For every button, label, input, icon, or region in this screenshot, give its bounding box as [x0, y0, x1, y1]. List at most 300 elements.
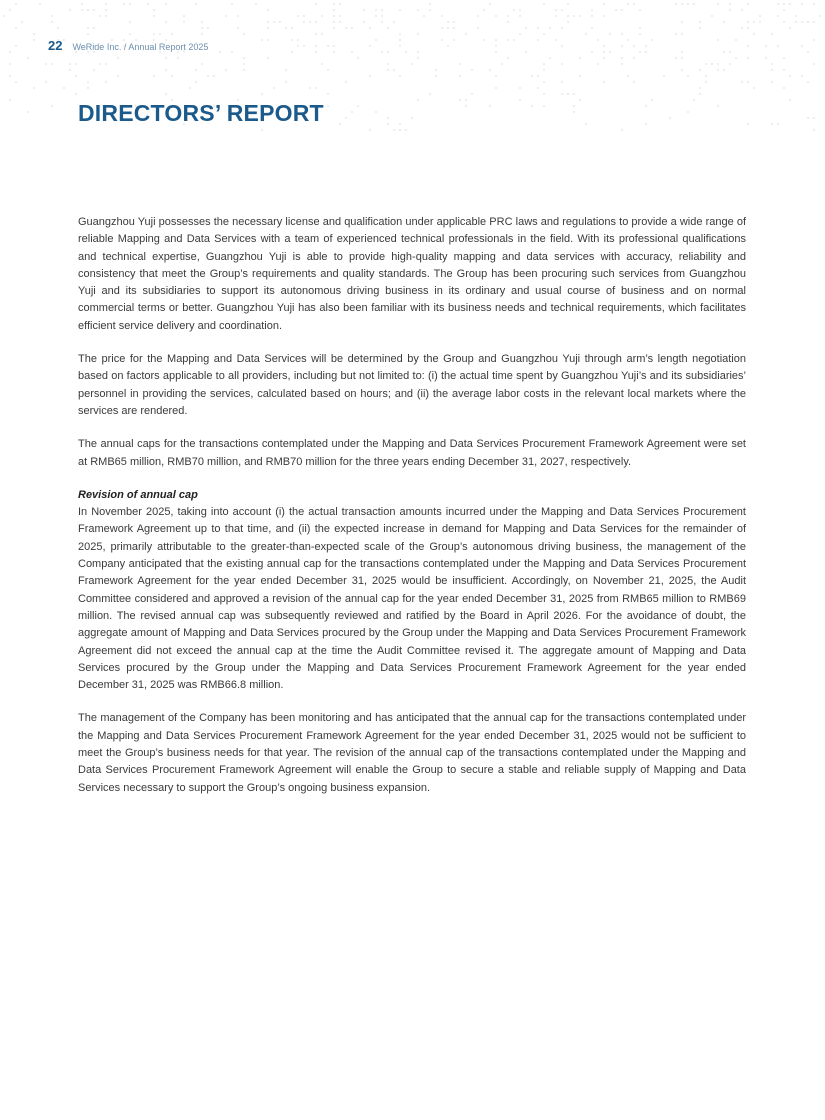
- pattern-dot: [291, 27, 293, 29]
- pattern-dot: [723, 21, 725, 23]
- pattern-dot: [789, 27, 791, 29]
- pattern-dot: [729, 3, 731, 5]
- pattern-dot: [543, 63, 545, 65]
- pattern-dot: [189, 87, 191, 89]
- report-body: [78, 214, 746, 813]
- pattern-dot: [495, 75, 497, 77]
- pattern-dot: [363, 9, 365, 11]
- pattern-dot: [681, 57, 683, 59]
- pattern-dot: [441, 27, 443, 29]
- pattern-dot: [9, 51, 11, 53]
- pattern-dot: [171, 75, 173, 77]
- pattern-dot: [105, 9, 107, 11]
- pattern-dot: [495, 39, 497, 41]
- pattern-dot: [327, 69, 329, 71]
- pattern-dot: [777, 45, 779, 47]
- pattern-dot: [813, 117, 815, 119]
- pattern-dot: [795, 15, 797, 17]
- pattern-dot: [129, 3, 131, 5]
- pattern-dot: [411, 117, 413, 119]
- pattern-dot: [153, 33, 155, 35]
- pattern-dot: [423, 15, 425, 17]
- pattern-dot: [639, 9, 641, 11]
- pattern-dot: [177, 57, 179, 59]
- pattern-dot: [693, 3, 695, 5]
- pattern-dot: [483, 39, 485, 41]
- pattern-dot: [417, 99, 419, 101]
- pattern-dot: [741, 27, 743, 29]
- pattern-dot: [243, 33, 245, 35]
- pattern-dot: [537, 87, 539, 89]
- pattern-dot: [507, 15, 509, 17]
- pattern-dot: [771, 69, 773, 71]
- pattern-dot: [333, 21, 335, 23]
- pattern-dot: [807, 51, 809, 53]
- pattern-dot: [465, 105, 467, 107]
- pattern-dot: [63, 87, 65, 89]
- pattern-dot: [369, 27, 371, 29]
- pattern-dot: [93, 27, 95, 29]
- pattern-dot: [531, 105, 533, 107]
- pattern-dot: [21, 21, 23, 23]
- pattern-dot: [441, 39, 443, 41]
- pattern-dot: [417, 9, 419, 11]
- pattern-dot: [321, 15, 323, 17]
- pattern-dot: [201, 63, 203, 65]
- pattern-dot: [639, 51, 641, 53]
- pattern-dot: [453, 39, 455, 41]
- pattern-dot: [261, 93, 263, 95]
- pattern-dot: [333, 9, 335, 11]
- pattern-dot: [381, 9, 383, 11]
- pattern-dot: [783, 3, 785, 5]
- pattern-dot: [711, 15, 713, 17]
- pattern-dot: [165, 93, 167, 95]
- pattern-dot: [399, 129, 401, 131]
- pattern-dot: [513, 39, 515, 41]
- pattern-dot: [705, 81, 707, 83]
- pattern-dot: [801, 21, 803, 23]
- pattern-dot: [183, 21, 185, 23]
- pattern-dot: [747, 81, 749, 83]
- pattern-dot: [105, 81, 107, 83]
- pattern-dot: [789, 99, 791, 101]
- pattern-dot: [315, 21, 317, 23]
- pattern-dot: [585, 33, 587, 35]
- pattern-dot: [393, 129, 395, 131]
- pattern-dot: [387, 117, 389, 119]
- pattern-dot: [549, 27, 551, 29]
- pattern-dot: [603, 15, 605, 17]
- pattern-dot: [165, 21, 167, 23]
- pattern-dot: [345, 117, 347, 119]
- pattern-dot: [315, 51, 317, 53]
- pattern-dot: [333, 45, 335, 47]
- pattern-dot: [813, 3, 815, 5]
- pattern-dot: [501, 63, 503, 65]
- pattern-dot: [387, 27, 389, 29]
- pattern-dot: [285, 27, 287, 29]
- pattern-dot: [195, 69, 197, 71]
- pattern-dot: [579, 99, 581, 101]
- pattern-dot: [555, 15, 557, 17]
- pattern-dot: [99, 63, 101, 65]
- pattern-dot: [609, 51, 611, 53]
- pattern-dot: [363, 21, 365, 23]
- pattern-dot: [255, 3, 257, 5]
- pattern-dot: [3, 15, 5, 17]
- pattern-dot: [753, 33, 755, 35]
- pattern-dot: [201, 27, 203, 29]
- pattern-dot: [789, 3, 791, 5]
- pattern-dot: [267, 21, 269, 23]
- pattern-dot: [483, 9, 485, 11]
- pattern-dot: [345, 27, 347, 29]
- pattern-dot: [681, 3, 683, 5]
- pattern-dot: [453, 27, 455, 29]
- pattern-dot: [309, 87, 311, 89]
- paragraph-annual-caps: The annual caps for the transactions contemplated under the Mapping and Data Services Procurement Framework Agreement were set at RMB65 million, RMB70 million, and RMB70 million for the three years ending December 31, 2027, respectively.: [78, 438, 746, 468]
- pattern-dot: [381, 15, 383, 17]
- pattern-dot: [69, 9, 71, 11]
- pattern-dot: [333, 15, 335, 17]
- pattern-dot: [807, 117, 809, 119]
- pattern-dot: [507, 39, 509, 41]
- pattern-dot: [687, 111, 689, 113]
- pattern-dot: [219, 51, 221, 53]
- paragraph-rationale: The management of the Company has been monitoring and has anticipated that the annual cap for the transactions contemplated under the Mapping and Data Services Procurement Framework Agreement for the year ended December 31, 2025 would not be sufficient to meet the Group’s business needs for that year. The revision of the annual cap of the transactions contemplated under the Mapping and Data Services Procurement Framework Agreement will enable the Group to secure a stable and reliable supply of Mapping and Data Services necessary to support the Group’s ongoing business expansion.: [78, 712, 746, 794]
- pattern-dot: [87, 33, 89, 35]
- pattern-dot: [345, 81, 347, 83]
- pattern-dot: [783, 9, 785, 11]
- pattern-dot: [357, 105, 359, 107]
- page-number: 22: [48, 38, 63, 53]
- pattern-dot: [207, 27, 209, 29]
- pattern-dot: [183, 15, 185, 17]
- pattern-dot: [579, 15, 581, 17]
- pattern-dot: [783, 21, 785, 23]
- pattern-dot: [123, 3, 125, 5]
- pattern-dot: [489, 105, 491, 107]
- pattern-dot: [699, 93, 701, 95]
- pattern-dot: [525, 27, 527, 29]
- pattern-dot: [615, 9, 617, 11]
- pattern-dot: [87, 27, 89, 29]
- pattern-dot: [681, 21, 683, 23]
- pattern-dot: [45, 81, 47, 83]
- pattern-dot: [783, 57, 785, 59]
- pattern-dot: [729, 63, 731, 65]
- pattern-dot: [651, 39, 653, 41]
- pattern-dot: [591, 9, 593, 11]
- pattern-dot: [813, 129, 815, 131]
- pattern-dot: [621, 63, 623, 65]
- pattern-dot: [723, 51, 725, 53]
- pattern-dot: [573, 93, 575, 95]
- pattern-dot: [465, 99, 467, 101]
- pattern-dot: [357, 57, 359, 59]
- pattern-dot: [339, 3, 341, 5]
- pattern-dot: [351, 111, 353, 113]
- pattern-dot: [567, 3, 569, 5]
- pattern-dot: [795, 21, 797, 23]
- pattern-dot: [591, 27, 593, 29]
- pattern-dot: [567, 21, 569, 23]
- pattern-dot: [435, 75, 437, 77]
- pattern-dot: [375, 15, 377, 17]
- pattern-dot: [675, 33, 677, 35]
- pattern-dot: [699, 69, 701, 71]
- pattern-dot: [261, 39, 263, 41]
- pattern-dot: [147, 3, 149, 5]
- pattern-dot: [279, 21, 281, 23]
- pattern-dot: [627, 75, 629, 77]
- pattern-dot: [339, 123, 341, 125]
- pattern-dot: [51, 15, 53, 17]
- pattern-dot: [801, 75, 803, 77]
- pattern-dot: [153, 75, 155, 77]
- pattern-dot: [603, 45, 605, 47]
- pattern-dot: [273, 87, 275, 89]
- pattern-dot: [561, 27, 563, 29]
- pattern-dot: [543, 69, 545, 71]
- pattern-dot: [711, 63, 713, 65]
- pattern-dot: [555, 9, 557, 11]
- pattern-dot: [9, 9, 11, 11]
- pattern-dot: [273, 21, 275, 23]
- pattern-dot: [399, 45, 401, 47]
- pattern-dot: [807, 21, 809, 23]
- pattern-dot: [681, 51, 683, 53]
- pattern-dot: [519, 9, 521, 11]
- pattern-dot: [477, 27, 479, 29]
- pattern-dot: [285, 69, 287, 71]
- pattern-dot: [591, 51, 593, 53]
- pattern-dot: [153, 15, 155, 17]
- running-head: WeRide Inc. / Annual Report 2025: [72, 42, 209, 52]
- pattern-dot: [573, 15, 575, 17]
- pattern-dot: [561, 45, 563, 47]
- pattern-dot: [369, 75, 371, 77]
- pattern-dot: [369, 45, 371, 47]
- pattern-dot: [201, 21, 203, 23]
- pattern-dot: [621, 57, 623, 59]
- pattern-dot: [687, 3, 689, 5]
- pattern-dot: [447, 45, 449, 47]
- pattern-dot: [717, 39, 719, 41]
- pattern-dot: [303, 15, 305, 17]
- pattern-dot: [561, 93, 563, 95]
- pattern-dot: [315, 33, 317, 35]
- pattern-dot: [333, 51, 335, 53]
- pattern-dot: [303, 45, 305, 47]
- pattern-dot: [27, 111, 29, 113]
- pattern-dot: [543, 33, 545, 35]
- pattern-dot: [315, 45, 317, 47]
- pattern-dot: [591, 15, 593, 17]
- pattern-dot: [813, 21, 815, 23]
- pattern-dot: [519, 99, 521, 101]
- pattern-dot: [51, 105, 53, 107]
- pattern-dot: [291, 51, 293, 53]
- pattern-dot: [495, 15, 497, 17]
- pattern-dot: [459, 75, 461, 77]
- pattern-dot: [75, 93, 77, 95]
- pattern-dot: [555, 39, 557, 41]
- pattern-dot: [747, 3, 749, 5]
- pattern-dot: [405, 51, 407, 53]
- pattern-dot: [633, 3, 635, 5]
- pattern-dot: [681, 69, 683, 71]
- pattern-dot: [153, 9, 155, 11]
- pattern-dot: [663, 75, 665, 77]
- pattern-dot: [93, 9, 95, 11]
- pattern-dot: [231, 3, 233, 5]
- pattern-dot: [285, 81, 287, 83]
- pattern-dot: [645, 123, 647, 125]
- pattern-dot: [819, 15, 821, 17]
- pattern-dot: [507, 21, 509, 23]
- pattern-dot: [597, 63, 599, 65]
- pattern-dot: [513, 9, 515, 11]
- pattern-dot: [51, 63, 53, 65]
- pattern-dot: [525, 51, 527, 53]
- pattern-dot: [699, 21, 701, 23]
- paragraph-revision: In November 2025, taking into account (i) the actual transaction amounts incurred under the Mapping and Data Services Procurement Framework Agreement up to that time, and (ii) the expected increase in demand for Mapping and Data Services for the remainder of 2025, primarily attributable to the greater-than-expected scale of the Group’s autonomous driving business, the management of the Company anticipated that the existing annual cap for the transactions contemplated under the Mapping and Data Services Procurement Framework Agreement for the year ended December 31, 2025 would be insufficient. Accordingly, on November 21, 2025, the Audit Committee considered and approved a revision of the annual cap for the year ended December 31, 2025 from RMB65 million to RMB69 million. The revised annual cap was subsequently reviewed and ratified by the Board in April 2026. For the avoidance of doubt, the aggregate amount of Mapping and Data Services procured by the Group under the Mapping and Data Services Procurement Framework Agreement did not exceed the annual cap at the time the Audit Committee revised it. The aggregate amount of Mapping and Data Services procured by the Group under the Mapping and Data Services Procurement Framework Agreement for the year ended December 31, 2025 was RMB66.8 million.: [78, 506, 746, 692]
- pattern-dot: [645, 51, 647, 53]
- pattern-dot: [399, 9, 401, 11]
- pattern-dot: [303, 21, 305, 23]
- pattern-dot: [15, 81, 17, 83]
- pattern-dot: [675, 3, 677, 5]
- pattern-dot: [699, 27, 701, 29]
- pattern-dot: [165, 3, 167, 5]
- pattern-dot: [603, 3, 605, 5]
- pattern-dot: [195, 3, 197, 5]
- pattern-dot: [261, 129, 263, 131]
- pattern-dot: [165, 57, 167, 59]
- pattern-dot: [33, 87, 35, 89]
- pattern-dot: [705, 75, 707, 77]
- pattern-dot: [321, 33, 323, 35]
- pattern-dot: [777, 15, 779, 17]
- pattern-dot: [459, 99, 461, 101]
- pattern-dot: [567, 15, 569, 17]
- pattern-dot: [603, 81, 605, 83]
- pattern-dot: [441, 15, 443, 17]
- page-title: DIRECTORS’ REPORT: [78, 100, 324, 126]
- pattern-dot: [705, 63, 707, 65]
- pattern-dot: [783, 87, 785, 89]
- pattern-dot: [93, 69, 95, 71]
- pattern-dot: [9, 99, 11, 101]
- pattern-dot: [603, 57, 605, 59]
- pattern-dot: [699, 87, 701, 89]
- pattern-dot: [243, 69, 245, 71]
- pattern-dot: [549, 57, 551, 59]
- pattern-dot: [597, 39, 599, 41]
- pattern-dot: [27, 57, 29, 59]
- pattern-dot: [69, 63, 71, 65]
- pattern-dot: [225, 69, 227, 71]
- pattern-dot: [519, 33, 521, 35]
- pattern-dot: [789, 75, 791, 77]
- pattern-dot: [561, 81, 563, 83]
- pattern-dot: [369, 129, 371, 131]
- pattern-dot: [399, 75, 401, 77]
- pattern-dot: [567, 93, 569, 95]
- pattern-dot: [495, 87, 497, 89]
- pattern-dot: [321, 63, 323, 65]
- pattern-dot: [471, 69, 473, 71]
- pattern-dot: [537, 27, 539, 29]
- pattern-dot: [573, 111, 575, 113]
- paragraph-service-provider: Guangzhou Yuji possesses the necessary license and qualification under applicable PRC laws and regulations to provide a wide range of reliable Mapping and Data Services with a team of experienced technical professionals in the field. With its professional qualifications and technical expertise, Guangzhou Yuji is able to provide high-quality mapping and data services with accuracy, reliability and consistency that meet the Group’s requirements and quality standards. The Group has been procuring such services from Guangzhou Yuji and its subsidiaries to support its autonomous driving business in its ordinary and usual course of business and on normal commercial terms or better. Guangzhou Yuji has also been familiar with its business needs and technical requirements, which facilitates efficient service delivery and coordination.: [78, 216, 746, 332]
- pattern-dot: [399, 39, 401, 41]
- pattern-dot: [339, 21, 341, 23]
- pattern-dot: [267, 27, 269, 29]
- pattern-dot: [639, 33, 641, 35]
- pattern-dot: [729, 9, 731, 11]
- pattern-dot: [351, 27, 353, 29]
- pattern-dot: [765, 57, 767, 59]
- pattern-dot: [411, 63, 413, 65]
- pattern-dot: [741, 81, 743, 83]
- revision-section: [78, 487, 746, 695]
- pattern-dot: [195, 81, 197, 83]
- pattern-dot: [579, 57, 581, 59]
- pattern-dot: [339, 15, 341, 17]
- pattern-dot: [243, 57, 245, 59]
- pattern-dot: [201, 33, 203, 35]
- pattern-dot: [747, 57, 749, 59]
- pattern-dot: [735, 39, 737, 41]
- pattern-dot: [813, 39, 815, 41]
- pattern-dot: [489, 3, 491, 5]
- pattern-dot: [207, 75, 209, 77]
- pattern-dot: [561, 9, 563, 11]
- pattern-dot: [399, 123, 401, 125]
- pattern-dot: [417, 33, 419, 35]
- pattern-dot: [267, 57, 269, 59]
- pattern-dot: [807, 81, 809, 83]
- pattern-dot: [9, 75, 11, 77]
- pattern-dot: [645, 105, 647, 107]
- pattern-dot: [759, 21, 761, 23]
- pattern-dot: [375, 111, 377, 113]
- revision-heading: Revision of annual cap: [78, 488, 198, 501]
- pattern-dot: [327, 93, 329, 95]
- pattern-dot: [237, 27, 239, 29]
- pattern-dot: [435, 69, 437, 71]
- pattern-dot: [633, 57, 635, 59]
- pattern-dot: [753, 21, 755, 23]
- pattern-dot: [387, 123, 389, 125]
- pattern-dot: [735, 57, 737, 59]
- pattern-dot: [627, 39, 629, 41]
- pattern-dot: [117, 75, 119, 77]
- pattern-dot: [747, 123, 749, 125]
- pattern-dot: [81, 3, 83, 5]
- pattern-dot: [291, 39, 293, 41]
- pattern-dot: [387, 51, 389, 53]
- pattern-dot: [459, 63, 461, 65]
- pattern-dot: [717, 69, 719, 71]
- pattern-dot: [717, 105, 719, 107]
- pattern-dot: [33, 33, 35, 35]
- pattern-dot: [393, 69, 395, 71]
- pattern-dot: [333, 3, 335, 5]
